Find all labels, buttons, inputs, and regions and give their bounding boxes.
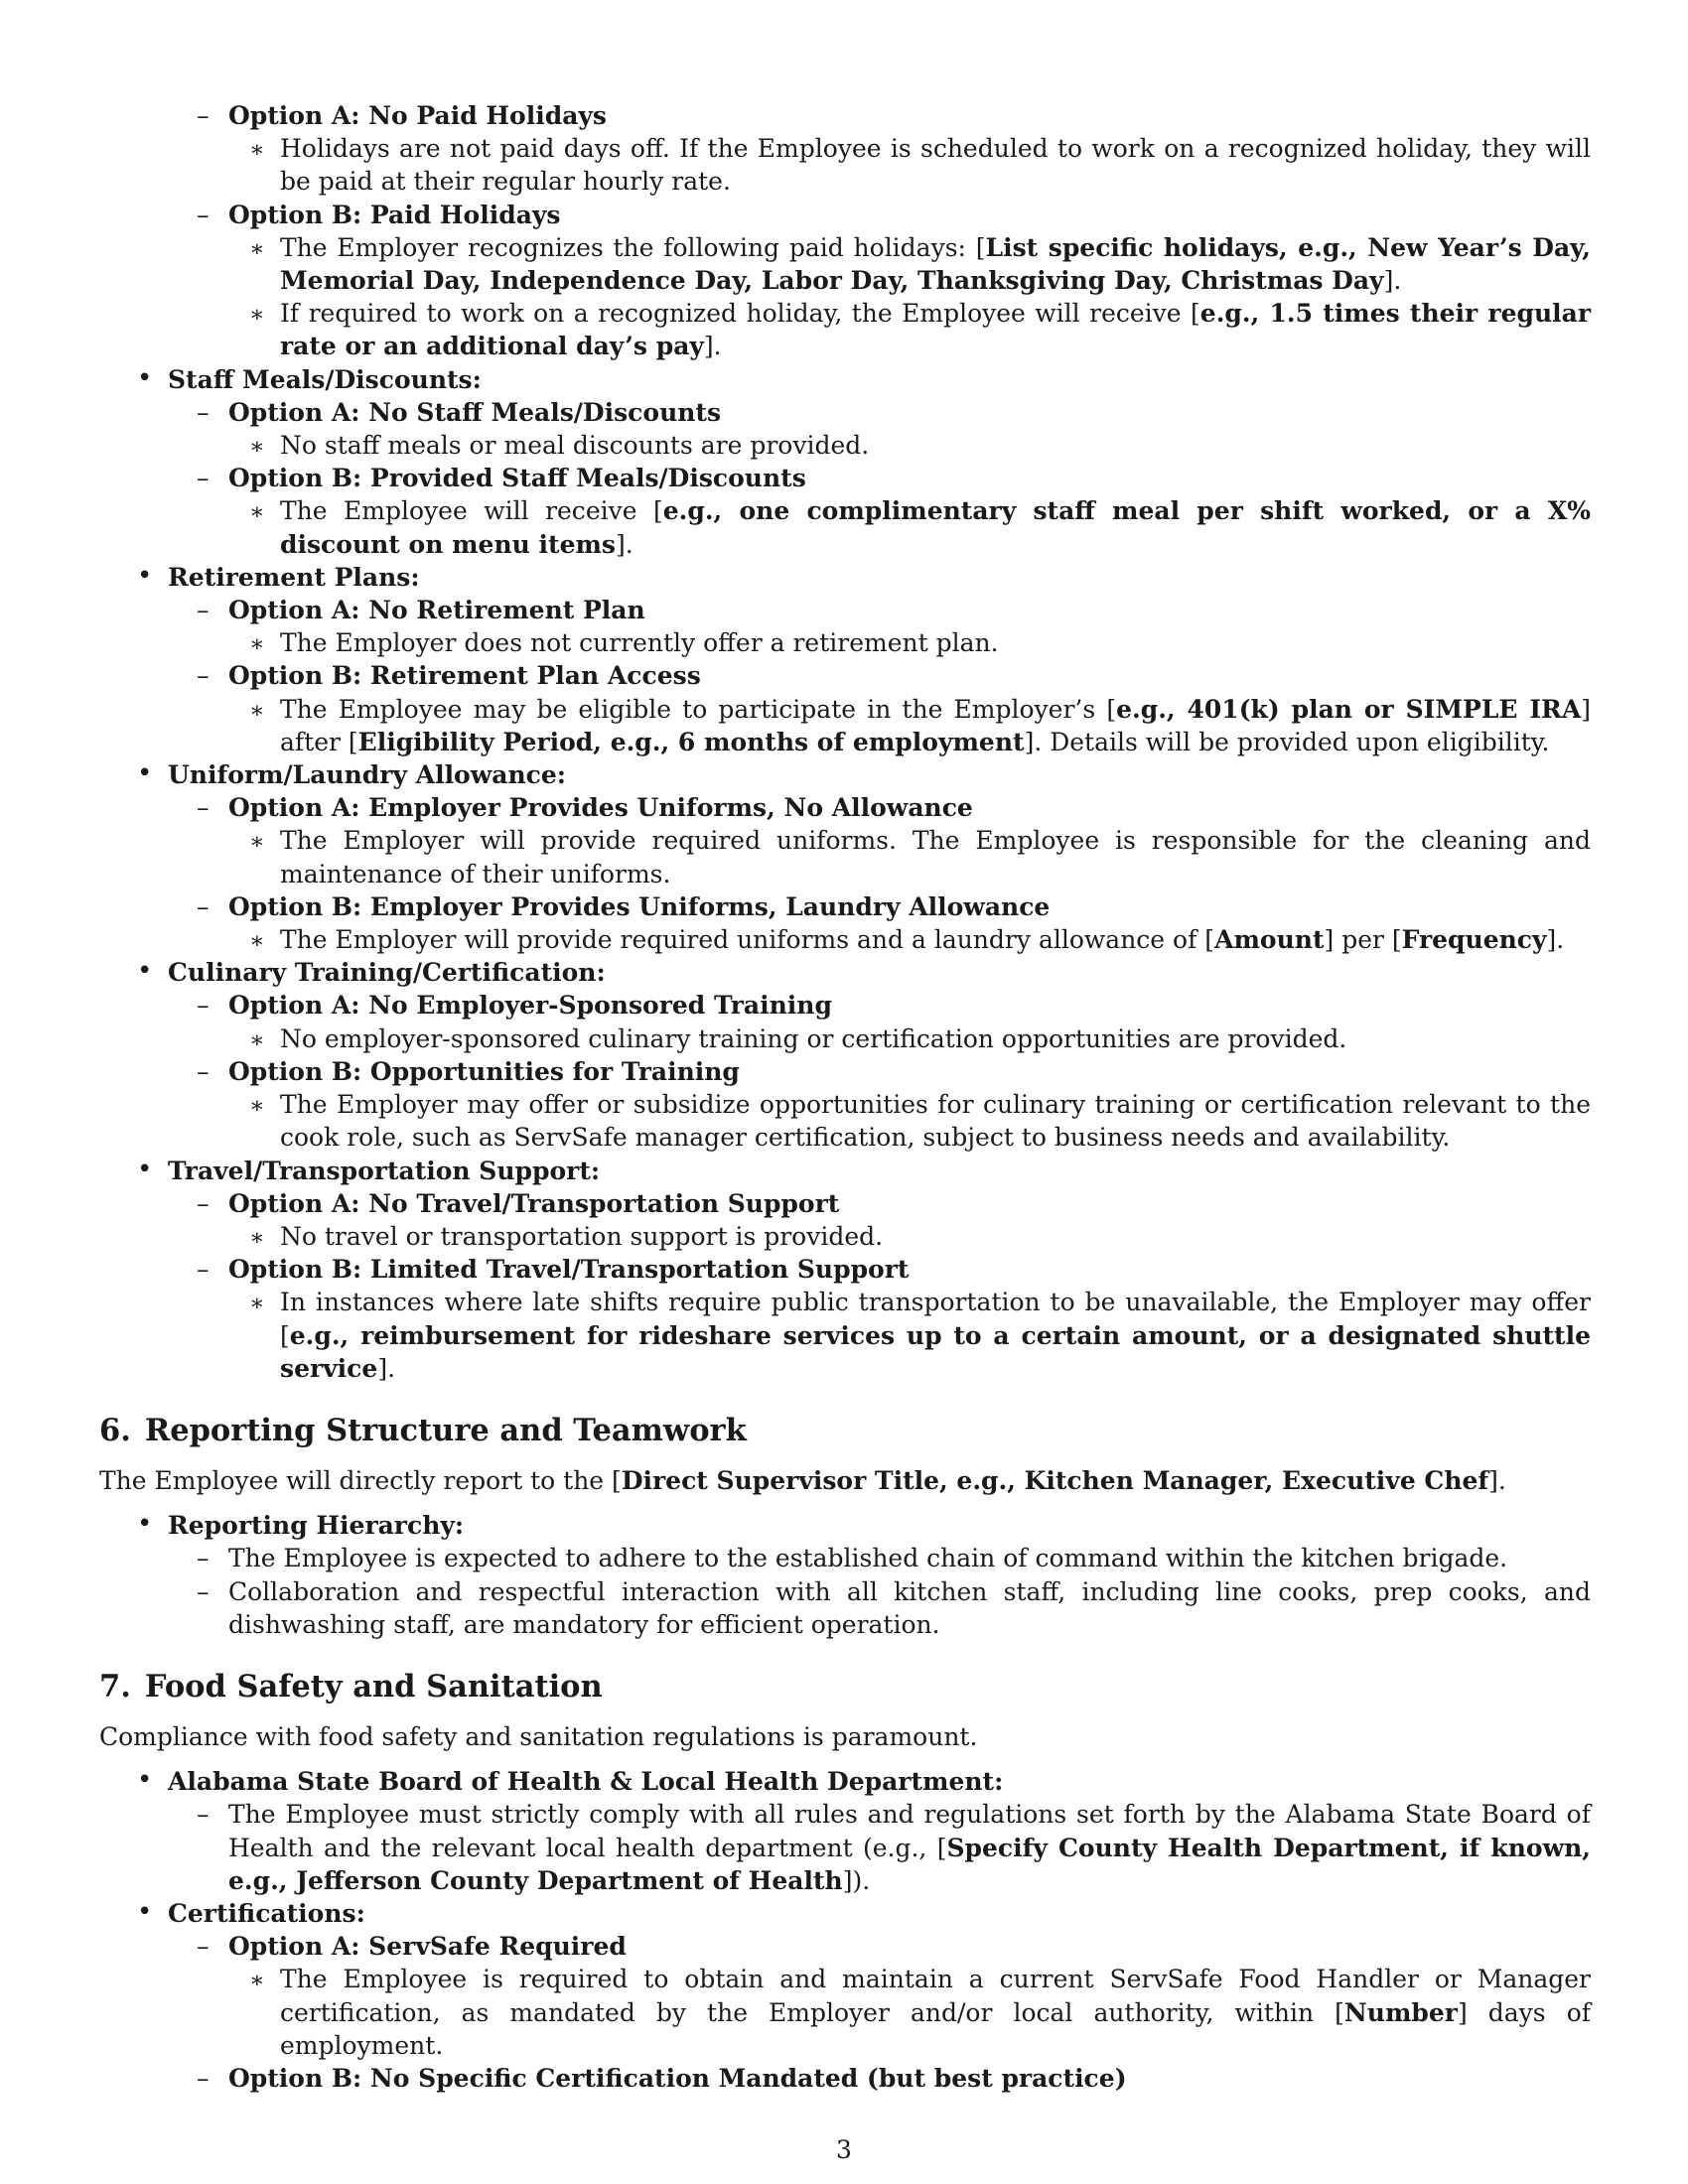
bullet-marker: • — [137, 560, 153, 591]
list-title: Reporting Hierarchy: — [168, 1511, 465, 1541]
list-item — [99, 1897, 1591, 1930]
benefit-title: Culinary Training/Certification: — [168, 958, 606, 988]
dash-marker: – — [197, 596, 210, 625]
list-item — [99, 1286, 1591, 1385]
option-text: No employer-sponsored culinary training or certification opportunities are provided. — [280, 1024, 1347, 1053]
list-item — [99, 791, 1591, 824]
star-marker: ∗ — [249, 631, 265, 658]
option-title: Option B: Employer Provides Uniforms, Laundry Allowance — [228, 891, 1051, 921]
benefit-title: Uniform/Laundry Allowance: — [168, 760, 566, 790]
section-title: Food Safety and Sanitation — [144, 1668, 603, 1705]
list-item — [99, 396, 1591, 429]
document-page — [99, 99, 1591, 2095]
dash-marker: – — [197, 1255, 210, 1285]
star-marker: ∗ — [249, 928, 265, 955]
list-item — [99, 561, 1591, 594]
dash-marker: – — [197, 2063, 210, 2093]
list-item — [99, 890, 1591, 923]
option-title: Option A: No Staff Meals/Discounts — [228, 397, 722, 427]
dash-marker: – — [197, 661, 210, 691]
bullet-marker: • — [137, 1509, 153, 1540]
star-marker: ∗ — [249, 1291, 265, 1317]
option-title: Option A: ServSafe Required — [228, 1932, 627, 1962]
option-text: Holidays are not paid days off. If the Employee is scheduled to work on a recognized holiday, they will be paid at their regular hourly rate. — [280, 134, 1591, 197]
star-marker: ∗ — [249, 1224, 265, 1251]
option-text: The Employer will provide required uniforms and a laundry allowance of [Amount] per [Frequency]. — [280, 925, 1565, 955]
section-heading — [99, 1667, 1591, 1706]
option-text: If required to work on a recognized holiday, the Employee will receive [e.g., 1.5 times their regular rate or an additional day’s pay]. — [280, 299, 1592, 361]
list-item — [99, 1963, 1591, 2062]
section-title: Reporting Structure and Teamwork — [144, 1412, 747, 1448]
dash-marker: – — [197, 891, 210, 921]
option-text: The Employer recognizes the following paid holidays: [List specific holidays, e.g., New Year’s Day, Memorial Day, Independence Day, Labor Day, Thanksgiving Day, Christmas Day]. — [280, 232, 1591, 296]
list-title: Alabama State Board of Health & Local Health Department: — [168, 1767, 1004, 1797]
dash-marker: – — [197, 1932, 210, 1962]
option-text: In instances where late shifts require public transportation to be unavailable, the Employer may offer [e.g., reimbursement for rideshare services up to a certain amount, or a designated shuttle service]. — [280, 1288, 1591, 1383]
section-intro: The Employee will directly report to the [Direct Supervisor Title, e.g., Kitchen Manager, Executive Chef]. — [99, 1465, 1506, 1495]
list-item — [99, 199, 1591, 231]
list-text: Collaboration and respectful interaction with all kitchen staff, including line cooks, prep cooks, and dishwashing staff, are mandatory for efficient operation. — [228, 1576, 1591, 1639]
section-number: 6. — [99, 1412, 131, 1448]
star-marker: ∗ — [249, 235, 265, 262]
dash-marker: – — [197, 1800, 210, 1830]
list-item — [99, 1765, 1591, 1798]
list-item — [99, 989, 1591, 1022]
option-title: Option B: No Specific Certification Mandated (but best practice) — [228, 2063, 1127, 2093]
star-marker: ∗ — [249, 434, 265, 461]
option-title: Option A: No Travel/Transportation Support — [228, 1188, 840, 1218]
benefit-title: Staff Meals/Discounts: — [168, 364, 482, 394]
star-marker: ∗ — [249, 697, 265, 724]
option-text: The Employee will receive [e.g., one complimentary staff meal per shift worked, or a X% discount on menu items]. — [280, 496, 1591, 559]
list-item — [99, 626, 1591, 659]
star-marker: ∗ — [249, 1968, 265, 1994]
section-number: 7. — [99, 1668, 131, 1705]
list-item — [99, 1930, 1591, 1963]
star-marker: ∗ — [249, 302, 265, 329]
list-item — [99, 1798, 1591, 1897]
star-marker: ∗ — [249, 829, 265, 856]
benefit-title: Retirement Plans: — [168, 562, 420, 592]
option-text: The Employer does not currently offer a retirement plan. — [280, 628, 999, 658]
dash-marker: – — [197, 200, 210, 229]
list-item — [99, 758, 1591, 791]
list-item — [99, 2062, 1591, 2095]
dash-marker: – — [197, 101, 210, 130]
option-text: The Employer may offer or subsidize opportunities for culinary training or certification relevant to the cook role, such as ServSafe manager certification, subject to business needs and availability. — [280, 1090, 1591, 1153]
option-title: Option A: Employer Provides Uniforms, No Allowance — [228, 793, 973, 823]
bullet-marker: • — [137, 758, 153, 789]
list-item — [99, 659, 1591, 692]
list-item — [99, 824, 1591, 889]
option-title: Option B: Opportunities for Training — [228, 1056, 740, 1086]
list-item — [99, 693, 1591, 758]
dash-marker: – — [197, 1576, 210, 1606]
list-item — [99, 1088, 1591, 1154]
list-item — [99, 231, 1591, 297]
list-text: The Employee is expected to adhere to the established chain of command within the kitchen brigade. — [228, 1544, 1508, 1573]
section-heading — [99, 1411, 1591, 1450]
bullet-marker: • — [137, 1896, 153, 1927]
option-title: Option A: No Retirement Plan — [228, 596, 645, 625]
page-number: 3 — [836, 2135, 852, 2164]
list-item — [99, 363, 1591, 396]
option-title: Option B: Paid Holidays — [228, 200, 561, 229]
dash-marker: – — [197, 1188, 210, 1218]
option-title: Option B: Provided Staff Meals/Discounts — [228, 464, 806, 493]
dash-marker: – — [197, 793, 210, 823]
option-text: The Employer will provide required uniforms. The Employee is responsible for the cleaning and maintenance of their uniforms. — [280, 826, 1591, 888]
list-item — [99, 923, 1591, 956]
option-text: No travel or transportation support is provided. — [280, 1221, 884, 1251]
list-item — [99, 297, 1591, 362]
option-title: Option B: Limited Travel/Transportation Support — [228, 1255, 910, 1285]
dash-marker: – — [197, 991, 210, 1021]
list-item — [99, 1220, 1591, 1253]
list-item — [99, 132, 1591, 198]
section-intro: Compliance with food safety and sanitation regulations is paramount. — [99, 1721, 978, 1751]
option-text: No staff meals or meal discounts are provided. — [280, 431, 870, 461]
list-title: Certifications: — [168, 1898, 365, 1928]
list-item — [99, 429, 1591, 462]
list-item — [99, 594, 1591, 626]
list-text: The Employee must strictly comply with all rules and regulations set forth by the Alabama State Board of Health and the relevant local health department (e.g., [Specify County Health Department, if known, e.g., Jefferson County Department of Health]). — [228, 1800, 1591, 1895]
bullet-marker: • — [137, 1154, 153, 1184]
list-item — [99, 1509, 1591, 1542]
dash-marker: – — [197, 464, 210, 493]
option-text: The Employee may be eligible to participate in the Employer’s [e.g., 401(k) plan or SIMPLE IRA] after [Eligibility Period, e.g., 6 months of employment]. Details will be provided upon eligibility. — [280, 694, 1591, 756]
list-item — [99, 1253, 1591, 1286]
list-item — [99, 494, 1591, 560]
bullet-marker: • — [137, 362, 153, 393]
star-marker: ∗ — [249, 1026, 265, 1053]
list-item — [99, 462, 1591, 494]
dash-marker: – — [197, 1544, 210, 1573]
list-item — [99, 1155, 1591, 1187]
list-item — [99, 1187, 1591, 1220]
star-marker: ∗ — [249, 137, 265, 164]
bullet-marker: • — [137, 956, 153, 987]
option-title: Option A: No Paid Holidays — [228, 101, 607, 130]
list-item — [99, 956, 1591, 989]
list-item — [99, 1542, 1591, 1574]
list-item — [99, 1055, 1591, 1088]
star-marker: ∗ — [249, 499, 265, 526]
star-marker: ∗ — [249, 1093, 265, 1120]
option-text: The Employee is required to obtain and maintain a current ServSafe Food Handler or Manager certification, as mandated by the Employer and/or local authority, within [Number] days of employment. — [280, 1965, 1591, 2060]
option-title: Option A: No Employer-Sponsored Training — [228, 991, 832, 1021]
list-item — [99, 99, 1591, 132]
bullet-marker: • — [137, 1765, 153, 1796]
benefit-title: Travel/Transportation Support: — [168, 1156, 601, 1185]
dash-marker: – — [197, 1056, 210, 1086]
list-item — [99, 1023, 1591, 1055]
list-item — [99, 1575, 1591, 1641]
dash-marker: – — [197, 397, 210, 427]
option-title: Option B: Retirement Plan Access — [228, 661, 701, 691]
